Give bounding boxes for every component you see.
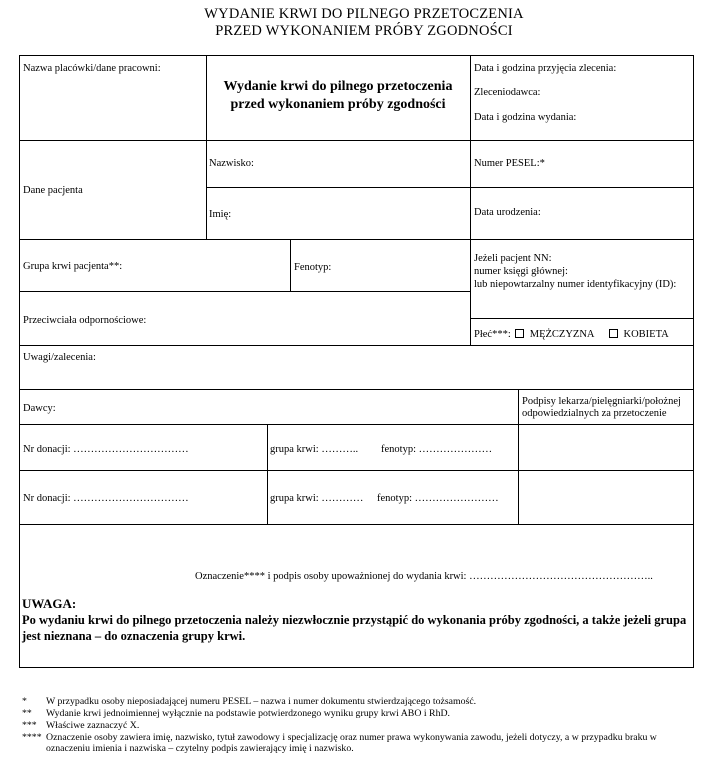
authorized-person-signature: Oznaczenie**** i podpis osoby upoważnionej do wydania krwi: ……………………………………………..	[195, 571, 653, 582]
center-title-line-2: przed wykonaniem próby zgodności	[230, 97, 446, 112]
male-label: MĘŻCZYZNA	[529, 329, 595, 340]
blood-group-label: Grupa krwi pacjenta**:	[23, 261, 123, 272]
facility-label: Nazwa placówki/dane pracowni:	[23, 63, 161, 74]
orderer-label: Zleceniodawca:	[474, 87, 541, 98]
donor-blood-group-1: grupa krwi: ………..	[270, 444, 359, 455]
nn-line-3: lub niepowtarzalny numer identyfikacyjny (ID):	[474, 279, 677, 290]
form-title-line-1: WYDANIE KRWI DO PILNEGO PRZETOCZENIA	[204, 6, 524, 22]
signatures-line-1: Podpisy lekarza/pielęgniarki/położnej	[522, 396, 681, 407]
rule	[19, 239, 694, 240]
rule	[19, 470, 694, 471]
footnote-text: Oznaczenie osoby zawiera imię, nazwisko, tytuł zawodowy i specjalizację oraz numer prawa wykonywania zawodu, jeżeli dotyczy, a w przypadku braku w oznaczeniu imienia i nazwiska – czytelny podpis zawierający imię i nazwisko.	[46, 732, 657, 754]
donor-phenotype-2: fenotyp: ……………………	[377, 493, 499, 504]
rule	[19, 424, 694, 425]
footnote-text: W przypadku osoby nieposiadającej numeru PESEL – nazwa i numer dokumentu stwierdzającego tożsamość.	[46, 696, 477, 707]
footnote-text: Wydanie krwi jednoimiennej wyłącznie na podstawie potwierdzonego wyniku grupy krwi ABO i RhD.	[46, 708, 450, 719]
donors-label: Dawcy:	[23, 403, 56, 414]
center-title-line-1: Wydanie krwi do pilnego przetoczenia	[223, 79, 453, 94]
rule	[470, 318, 694, 319]
patient-label: Dane pacjenta	[23, 185, 83, 196]
nn-line-2: numer księgi głównej:	[474, 266, 568, 277]
signatures-line-2: odpowiedzialnych za przetoczenie	[522, 408, 667, 419]
order-date-label: Data i godzina przyjęcia zlecenia:	[474, 63, 617, 74]
footnote-text: Właściwe zaznaczyć X.	[46, 720, 140, 731]
antibodies-label: Przeciwciała odpornościowe:	[23, 315, 147, 326]
footnote-mark: **	[22, 708, 32, 719]
pesel-label: Numer PESEL:*	[474, 158, 545, 169]
rule	[470, 55, 471, 345]
donation-number-1: Nr donacji: ……………………………	[23, 444, 189, 455]
warning-heading: UWAGA:	[22, 596, 77, 611]
rule	[206, 187, 694, 188]
footnote-mark: *	[22, 696, 27, 707]
donation-number-2: Nr donacji: ……………………………	[23, 493, 189, 504]
center-title	[206, 78, 470, 114]
nn-line-1: Jeżeli pacjent NN:	[474, 253, 552, 264]
footnote	[22, 696, 476, 707]
issue-date-label: Data i godzina wydania:	[474, 112, 577, 123]
footnote	[22, 732, 698, 754]
footnote	[22, 708, 450, 719]
birth-date-label: Data urodzenia:	[474, 207, 541, 218]
frame-top	[19, 55, 694, 56]
frame-bottom	[19, 667, 694, 668]
sex-row	[474, 328, 669, 341]
notes-label: Uwagi/zalecenia:	[23, 352, 96, 363]
donor-blood-group-2: grupa krwi: …………	[270, 493, 364, 504]
rule	[19, 291, 470, 292]
name-label: Imię:	[209, 209, 232, 220]
surname-label: Nazwisko:	[209, 158, 254, 169]
rule	[19, 140, 694, 141]
footnote-mark: ***	[22, 720, 37, 731]
donor-phenotype-1: fenotyp: …………………	[381, 444, 493, 455]
frame-right	[693, 55, 694, 668]
form-title-line-2: PRZED WYKONANIEM PRÓBY ZGODNOŚCI	[215, 23, 513, 39]
rule	[267, 424, 268, 524]
warning-text: Po wydaniu krwi do pilnego przetoczenia należy niezwłocznie przystąpić do wykonania próby zgodności, a także jeżeli grupa jest nieznana – do oznaczenia grupy krwi.	[22, 613, 687, 643]
footnote	[22, 720, 139, 731]
rule	[19, 389, 694, 390]
phenotype-label: Fenotyp:	[294, 262, 332, 273]
rule	[19, 345, 694, 346]
rule	[518, 389, 519, 524]
rule	[290, 239, 291, 291]
female-checkbox[interactable]	[609, 329, 618, 338]
footnote-mark: ****	[22, 732, 42, 743]
male-checkbox[interactable]	[515, 329, 524, 338]
frame-left	[19, 55, 20, 668]
sex-label: Płeć***:	[474, 329, 511, 340]
rule	[19, 524, 694, 525]
female-label: KOBIETA	[623, 329, 669, 340]
